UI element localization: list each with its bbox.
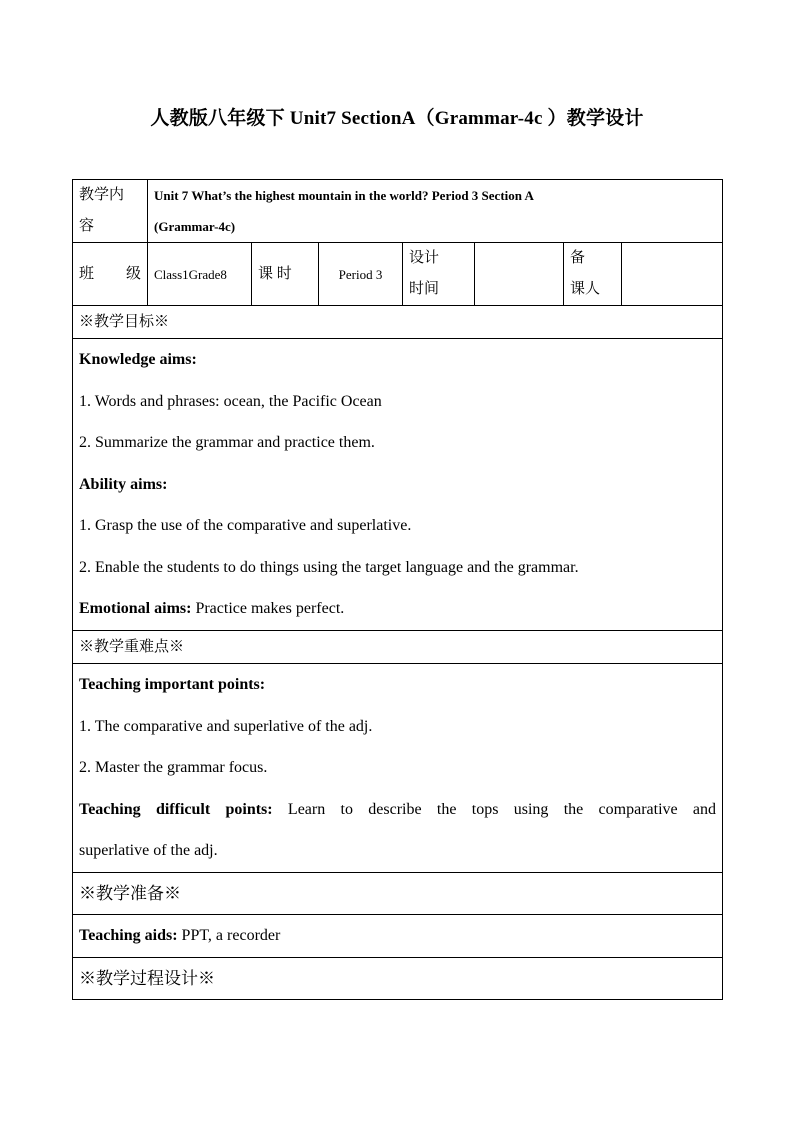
content-value-line-1: Unit 7 What’s the highest mountain in the world? Period 3 Section A	[154, 188, 534, 203]
period-label: 课 时	[258, 265, 292, 282]
objectives-content	[73, 339, 723, 631]
design-time-label-line-2: 时间	[409, 281, 440, 297]
row-teaching-aids	[73, 915, 723, 958]
cell-design-time-label	[403, 243, 475, 306]
cell-prepared-by-label	[564, 243, 622, 306]
cell-content-value	[148, 180, 723, 243]
class-value: Class1Grade8	[154, 266, 227, 282]
class-label-a: 班	[79, 265, 95, 282]
knowledge-aims-heading: Knowledge aims:	[79, 351, 197, 369]
process-header: ※教学过程设计※	[73, 957, 723, 999]
difficult-points-text-1: Learn to describe the tops using the comparative and	[272, 800, 717, 818]
row-objectives-header	[73, 306, 723, 339]
content-label-line-2: 容	[79, 218, 95, 234]
knowledge-aim-2: 2. Summarize the grammar and practice them.	[79, 434, 375, 452]
prepared-by-label-line-2: 课人	[570, 281, 601, 297]
row-class-info	[73, 243, 723, 306]
teaching-aids-content	[73, 915, 723, 958]
design-time-label-line-1: 设计	[409, 250, 440, 266]
emotional-aims-text: Practice makes perfect.	[191, 600, 345, 618]
content-value-line-2: (Grammar-4c)	[154, 219, 236, 234]
row-objectives	[73, 339, 723, 631]
prepared-by-label-line-1: 备	[570, 250, 586, 266]
ability-aims-heading: Ability aims:	[79, 475, 168, 493]
key-points-header: ※教学重难点※	[73, 631, 723, 664]
row-key-points	[73, 664, 723, 873]
class-label-b: 级	[125, 265, 141, 282]
preparation-header: ※教学准备※	[73, 873, 723, 915]
cell-content-label	[73, 180, 148, 243]
ability-aim-2: 2. Enable the students to do things using the target language and the grammar.	[79, 558, 579, 576]
key-points-content	[73, 664, 723, 873]
emotional-aims-heading: Emotional aims:	[79, 600, 192, 618]
cell-period-value	[319, 243, 403, 306]
knowledge-aim-1: 1. Words and phrases: ocean, the Pacific Ocean	[79, 392, 382, 410]
cell-period-label	[252, 243, 319, 306]
period-value: Period 3	[338, 266, 383, 282]
cell-prepared-by-value	[622, 243, 723, 306]
difficult-points-heading: Teaching difficult points:	[79, 800, 273, 818]
row-process-header	[73, 957, 723, 999]
ability-aim-1: 1. Grasp the use of the comparative and superlative.	[79, 517, 412, 535]
important-point-2: 2. Master the grammar focus.	[79, 759, 268, 777]
row-preparation-header	[73, 873, 723, 915]
lesson-plan-table	[72, 179, 723, 1000]
content-label-line-1: 教学内	[79, 187, 125, 203]
teaching-aids-heading: Teaching aids:	[79, 927, 178, 944]
objectives-header: ※教学目标※	[73, 306, 723, 339]
teaching-aids-text: PPT, a recorder	[177, 927, 281, 944]
row-lesson-content	[73, 180, 723, 243]
document-title: 人教版八年级下 Unit7 SectionA（Grammar-4c ）教学设计	[150, 108, 644, 129]
important-points-heading: Teaching important points:	[79, 676, 266, 694]
cell-design-time-value	[475, 243, 564, 306]
row-key-points-header	[73, 631, 723, 664]
difficult-points-text-2: superlative of the adj.	[79, 842, 218, 860]
important-point-1: 1. The comparative and superlative of the adj.	[79, 717, 373, 735]
cell-class-value	[148, 243, 252, 306]
cell-class-label	[73, 243, 148, 306]
